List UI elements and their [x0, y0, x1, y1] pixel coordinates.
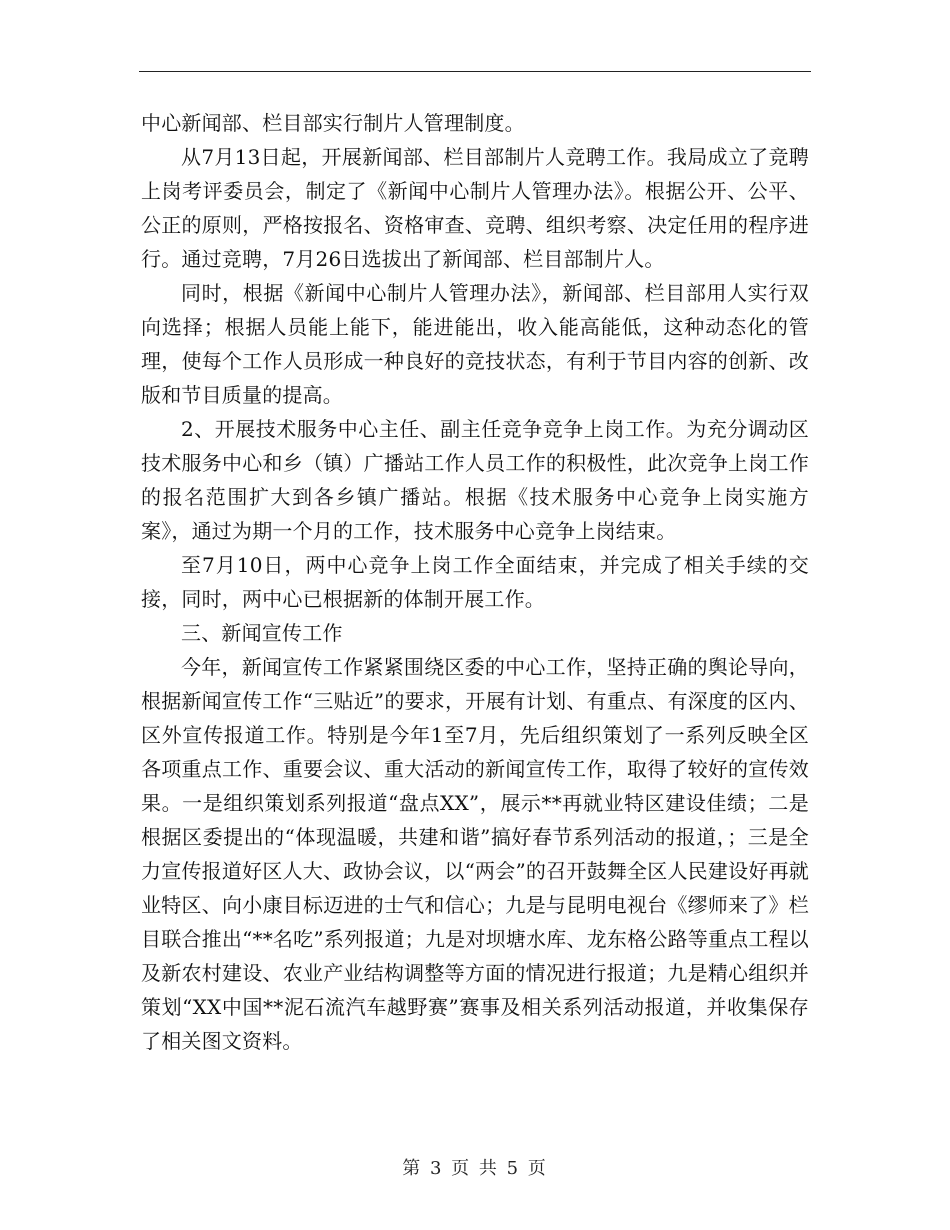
- paragraph-completion: 至7月10日，两中心竞争上岗工作全面结束，并完成了相关手续的交接，同时，两中心已根据新的体制开展工作。: [141, 553, 809, 611]
- section-heading-news-publicity: 三、新闻宣传工作: [181, 621, 343, 645]
- paragraph-producer-competition: 从7月13日起，开展新闻部、栏目部制片人竞聘工作。我局成立了竞聘上岗考评委员会，制定了《新闻中心制片人管理办法》。根据公开、公平、公正的原则，严格按报名、资格审查、竞聘、组织考察、决定任用的程序进行。通过竞聘，7月26日选拔出了新闻部、栏目部制片人。: [141, 145, 809, 271]
- paragraph-news-publicity: 今年，新闻宣传工作紧紧围绕区委的中心工作，坚持正确的舆论导向，根据新闻宣传工作“三贴近”的要求，开展有计划、有重点、有深度的区内、区外宣传报道工作。特别是今年1至7月，先后组织策划了一系列反映全区各项重点工作、重要会议、重大活动的新闻宣传工作，取得了较好的宣传效果。一是组织策划系列报道“盘点XX”，展示**再就业特区建设佳绩；二是根据区委提出的“体现温暖，共建和谐”搞好春节系列活动的报道，；三是全力宣传报道好区人大、政协会议，以“两会”的召开鼓舞全区人民建设好再就业特区、向小康目标迈进的士气和信心；九是与昆明电视台《缪师来了》栏目联合推出“**名吃”系列报道；九是对坝塘水库、龙东格公路等重点工程以及新农村建设、农业产业结构调整等方面的情况进行报道；九是精心组织并策划“XX中国**泥石流汽车越野赛”赛事及相关系列活动报道，并收集保存了相关图文资料。: [141, 655, 809, 1053]
- page-footer: 第 3 页 共 5 页: [402, 1158, 548, 1179]
- paragraph-technical-center: 2、开展技术服务中心主任、副主任竞争竞争上岗工作。为充分调动区技术服务中心和乡（镇）广播站工作人员工作的积极性，此次竞争上岗工作的报名范围扩大到各乡镇广播站。根据《技术服务中心竞争上岗实施方案》，通过为期一个月的工作，技术服务中心竞争上岗结束。: [141, 417, 809, 543]
- paragraph-two-way-selection: 同时，根据《新闻中心制片人管理办法》，新闻部、栏目部用人实行双向选择；根据人员能上能下，能进能出，收入能高能低，这种动态化的管理，使每个工作人员形成一种良好的竞技状态，有利于节目内容的创新、改版和节目质量的提高。: [141, 281, 809, 407]
- header-rule: [139, 71, 811, 72]
- paragraph-continuation: 中心新闻部、栏目部实行制片人管理制度。: [141, 111, 525, 135]
- document-body: [141, 106, 809, 1058]
